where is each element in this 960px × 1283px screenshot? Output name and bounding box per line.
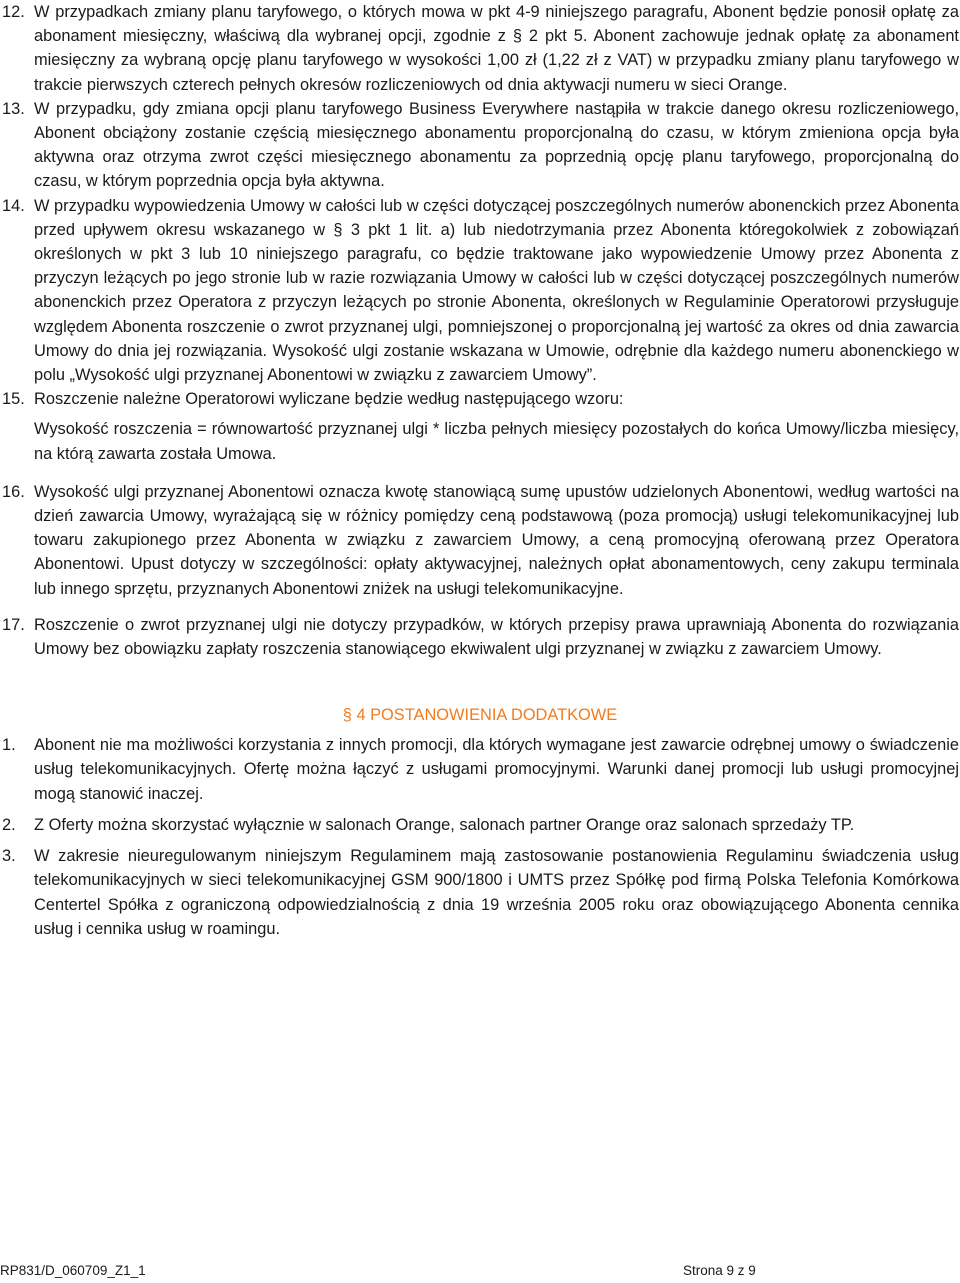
list-item bbox=[0, 387, 960, 466]
list-item bbox=[0, 844, 960, 941]
item-number: 1. bbox=[2, 736, 16, 755]
paragraph-list-part2 bbox=[0, 480, 960, 661]
section-heading: § 4 POSTANOWIENIA DODATKOWE bbox=[342, 706, 618, 725]
item-text: W przypadku, gdy zmiana opcji planu taryfowego Business Everywhere nastąpiła w trakcie danego okresu rozliczeniowego, Abonent obciążony zostanie częścią miesięcznego abonamentu proporcjonalną do czasu, w którym zmieniona opcja była aktywna oraz otrzyma zwrot części miesięcznego abonamentu za poprzednią opcję planu taryfowego, proporcjonalną do czasu, w którym poprzednia opcja była aktywna. bbox=[34, 99, 959, 191]
list-item bbox=[0, 480, 960, 601]
page-number: Strona 9 z 9 bbox=[683, 1263, 756, 1278]
document-id: RP831/D_060709_Z1_1 bbox=[0, 1263, 146, 1278]
list-item bbox=[0, 613, 960, 661]
item-number: 3. bbox=[2, 847, 16, 866]
item-text: W zakresie nieuregulowanym niniejszym Regulaminem mają zastosowanie postanowienia Regulaminu świadczenia usług telekomunikacyjnych w sieci telekomunikacyjnej GSM 900/1800 i UMTS przez Spółkę pod firmą Polska Telefonia Komórkowa Centertel Spółka z ograniczoną odpowiedzialnością z dnia 19 września 2005 roku oraz obowiązującego Abonenta cennika usług i cennika usług w roamingu. bbox=[34, 847, 959, 938]
item-text: W przypadku wypowiedzenia Umowy w całości lub w części dotyczącej poszczególnych numerów abonenckich przez Abonenta przed upływem okresu wskazanego w § 3 pkt 1 lit. a) lub niedotrzymania przez Abonenta któregokolwiek z zobowiązań określonych w pkt 3 lub 10 niniejszego paragrafu, co będzie traktowane jako wypowiedzenie Umowy przez Abonenta z przyczyn leżących po jego stronie lub w razie rozwiązania Umowy w całości lub w części dotyczącej poszczególnych numerów abonenckich przez Operatora z przyczyn leżących po stronie Abonenta, określonych w Regulaminie Operatorowi przysługuje względem Abonenta roszczenie o zwrot przyznanej ulgi, pomniejszonej o proporcjonalną jej wartość za okres od dnia zawarcia Umowy do dnia jej rozwiązania. Wysokość ulgi zostanie wskazana w Umowie, odrębnie dla każdego numeru abonenckiego w polu „Wysokość ulgi przyznanej Abonentowi w związku z zawarciem Umowy”. bbox=[34, 196, 959, 385]
item-number: 15. bbox=[2, 390, 25, 409]
item-number: 13. bbox=[2, 99, 25, 118]
item-text: Roszczenie o zwrot przyznanej ulgi nie dotyczy przypadków, w których przepisy prawa uprawniają Abonenta do rozwiązania Umowy bez obowiązku zapłaty roszczenia stanowiącego ekwiwalent ulgi przyznanej w związku z zawarciem Umowy. bbox=[34, 615, 959, 659]
item-number: 17. bbox=[2, 615, 25, 634]
item-number: 16. bbox=[2, 482, 25, 501]
list-item bbox=[0, 813, 960, 837]
list-item bbox=[0, 194, 960, 388]
list-item bbox=[0, 733, 960, 806]
list-item bbox=[0, 97, 960, 194]
item-text: Wysokość ulgi przyznanej Abonentowi oznacza kwotę stanowiącą sumę upustów udzielonych Abonentowi, według wartości na dzień zawarcia Umowy, wyrażającą się w różnicy pomiędzy ceną podstawową (poza promocją) usługi telekomunikacyjnej lub towaru zakupionego przez Abonenta w związku z zawarciem Umowy, a ceną promocyjną oferowaną przez Operatora Abonentowi. Upust dotyczy w szczególności: opłaty aktywacyjnej, należnych opłat abonamentowych, ceny zakupu terminala lub innego sprzętu, przyznanych Abonentowi zniżek na usługi telekomunikacyjne. bbox=[34, 482, 959, 598]
item-number: 14. bbox=[2, 196, 25, 215]
item-text: Roszczenie należne Operatorowi wyliczane będzie według następującego wzoru: bbox=[34, 390, 624, 409]
item-text: Wysokość roszczenia = równowartość przyznanej ulgi * liczba pełnych miesięcy pozostałych do końca Umowy/liczba miesięcy, na którą zawarta została Umowa. bbox=[34, 420, 959, 463]
item-number: 12. bbox=[2, 3, 25, 21]
item-text: W przypadkach zmiany planu taryfowego, o których mowa w pkt 4-9 niniejszego paragrafu, Abonent będzie ponosił opłatę za abonament miesięczny, właściwą dla wybranej opcji, zgodnie z § 2 pkt 5. Abonent zachowuje jednak opłatę za abonament miesięczny za wybraną opcję planu taryfowego w wysokości 1,00 zł (1,22 zł z VAT) w przypadku zmiany planu taryfowego w trakcie pierwszych czterech pełnych okresów rozliczeniowych od dnia aktywacji numeru w sieci Orange. bbox=[34, 3, 959, 94]
paragraph-list-section4 bbox=[0, 733, 960, 941]
item-text: Z Oferty można skorzystać wyłącznie w salonach Orange, salonach partner Orange oraz salonach sprzedaży TP. bbox=[34, 815, 855, 834]
list-item bbox=[0, 0, 960, 97]
item-number: 2. bbox=[2, 815, 16, 834]
paragraph-list-part1 bbox=[0, 0, 960, 466]
item-text: Abonent nie ma możliwości korzystania z innych promocji, dla których wymagane jest zawarcie odrębnej umowy o świadczenie usług telekomunikacyjnych. Ofertę można łączyć z usługami promocyjnymi. Warunki danej promocji lub usługi promocyjnej mogą stanowić inaczej. bbox=[34, 736, 959, 803]
